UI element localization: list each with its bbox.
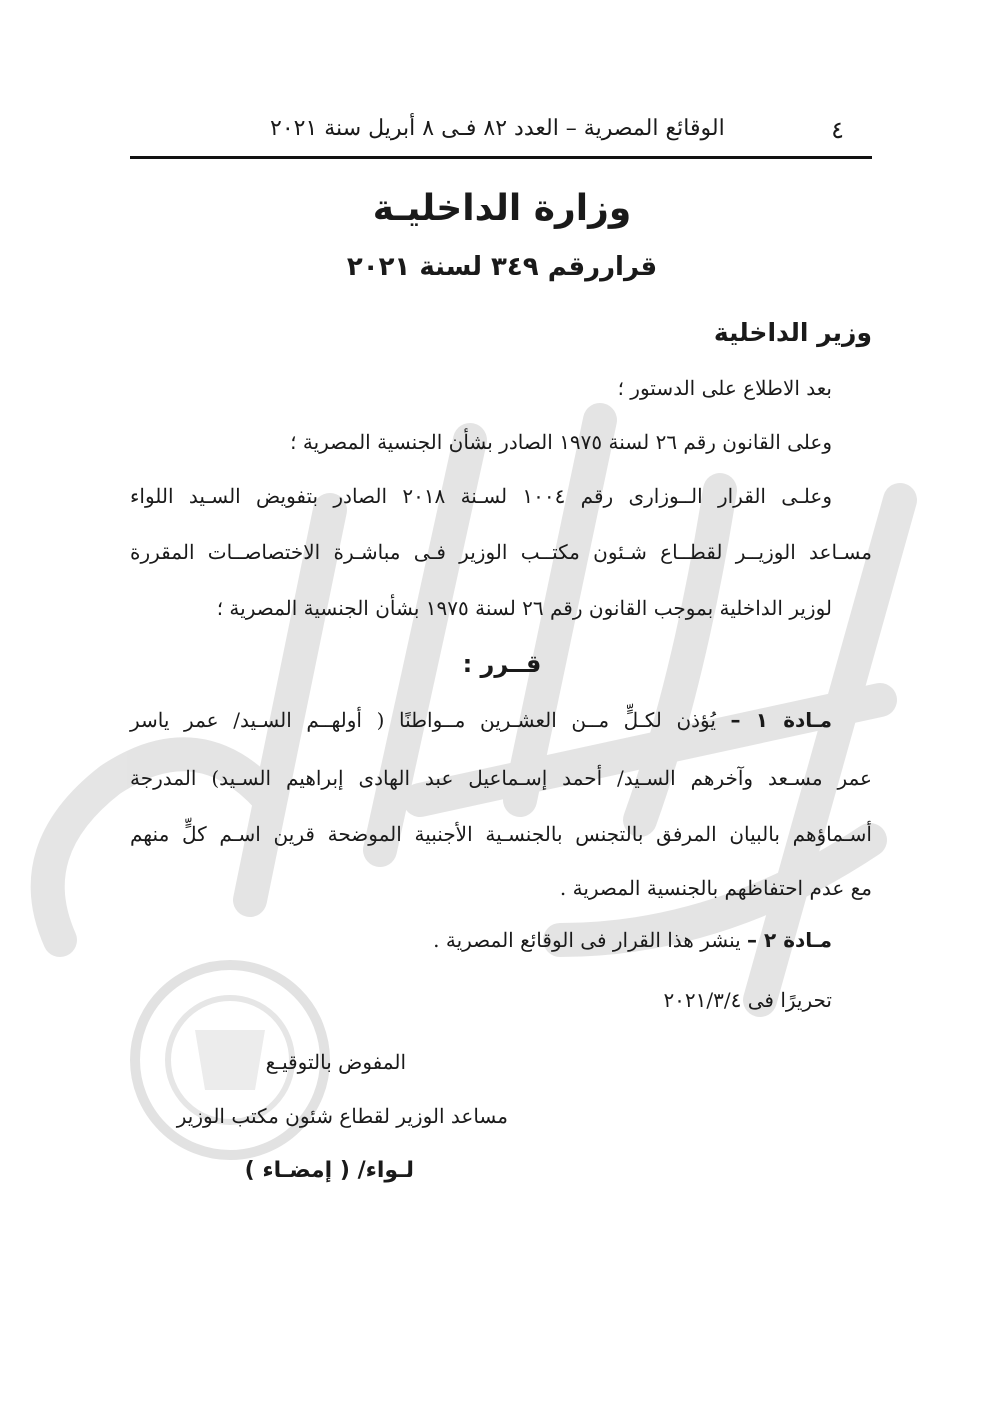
- article-1-first-line: [130, 708, 832, 732]
- article-1-line: مع عدم احتفاظهم بالجنسية المصرية .: [559, 876, 872, 900]
- header-divider: [130, 156, 872, 159]
- date-line: تحريرًا فى ٢٠٢١/٣/٤: [663, 988, 832, 1012]
- preamble-line: وعلـى القرار الــوزارى رقم ١٠٠٤ لسـنة ٢٠١٨ الصادر بتفويض السـيد اللواء: [130, 484, 832, 508]
- article-1-label: مـادة ١ –: [730, 708, 832, 732]
- running-header: [130, 112, 872, 152]
- article-2-text: ينشر هذا القرار فى الوقائع المصرية .: [433, 928, 741, 952]
- minister-heading: وزير الداخلية: [713, 318, 872, 347]
- preamble-line: وعلى القانون رقم ٢٦ لسنة ١٩٧٥ الصادر بشأن الجنسية المصرية ؛: [290, 430, 832, 454]
- article-1-line: أسـماؤهم بالبيان المرفق بالتجنس بالجنسـية الأجنبية الموضحة قرين اسـم كلٍّ منهم: [130, 822, 872, 846]
- article-1-line: عمر مسـعد وآخرهم السـيد/ أحمد إسـماعيل عبد الهادى إبراهيم السـيد) المدرجة: [130, 766, 872, 790]
- signature-authorized: المفوض بالتوقيـع: [265, 1050, 406, 1074]
- publication-line: الوقائع المصرية – العدد ٨٢ فـى ٨ أبريل سنة ٢٠٢١: [270, 116, 725, 141]
- article-2-label: مـادة ٢ –: [747, 928, 832, 952]
- decree-title: قراررقم ٣٤٩ لسنة ٢٠٢١: [346, 252, 658, 282]
- decided-heading: قــرر :: [462, 650, 542, 678]
- preamble-line: بعد الاطلاع على الدستور ؛: [617, 376, 832, 400]
- article-1-text: يُؤذن لكـلٍّ مــن العشـرين مــواطنًا ( أولهــم السـيد/ عمر ياسر: [130, 708, 716, 732]
- signature-position: مساعد الوزير لقطاع شئون مكتب الوزير: [176, 1104, 508, 1128]
- article-2: [433, 928, 832, 952]
- preamble-line: لوزير الداخلية بموجب القانون رقم ٢٦ لسنة ١٩٧٥ بشأن الجنسية المصرية ؛: [216, 596, 832, 620]
- preamble-line: مسـاعد الوزيــر لقطــاع شـئون مكتــب الوزير فـى مباشـرة الاختصاصــات المقررة: [130, 540, 873, 564]
- signature-name: لـواء/ ( إمضـاء ): [244, 1158, 414, 1183]
- page-number: ٤: [831, 116, 844, 144]
- ministry-title: وزارة الداخليـة: [372, 188, 632, 229]
